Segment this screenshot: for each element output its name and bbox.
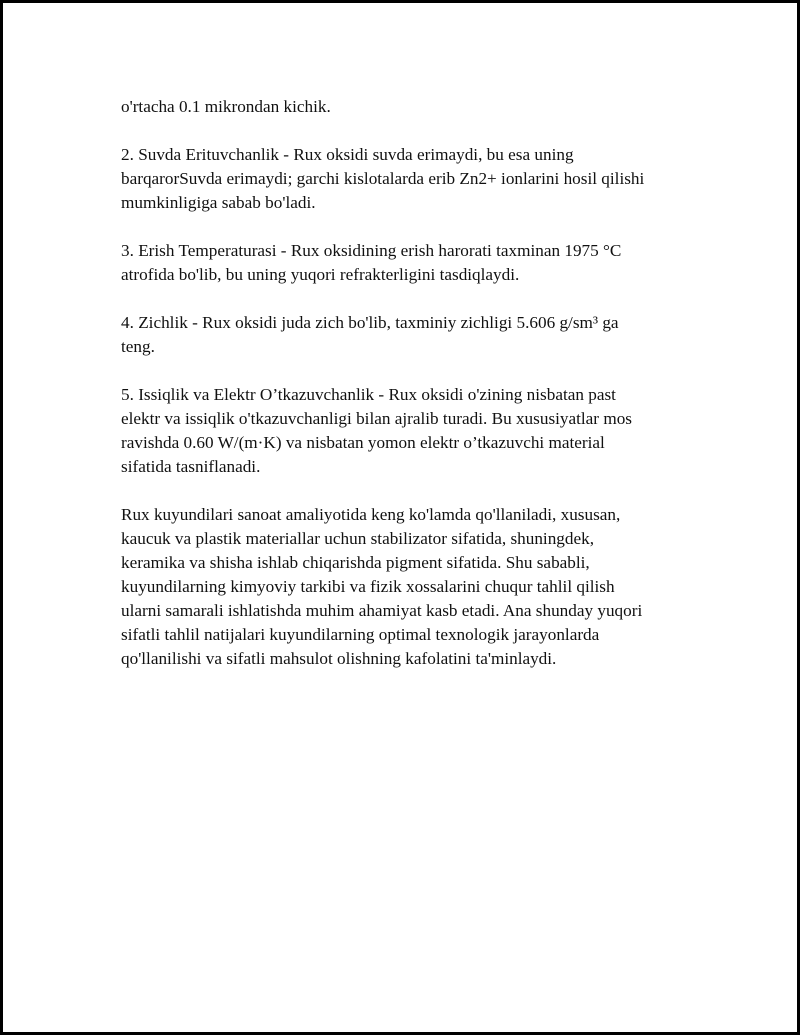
- paragraph-conductivity: 5. Issiqlik va Elektr O’tkazuvchanlik - Rux oksidi o'zining nisbatan past elektr va issiqlik o'tkazuvchanligi bilan ajralib turadi. Bu xususiyatlar mos ravishda 0.60 W/(m·K) va nisbatan yomon elektr o’tkazuvchi material sifatida tasniflanadi.: [121, 385, 632, 476]
- paragraph-melting-temperature: 3. Erish Temperaturasi - Rux oksidining erish harorati taxminan 1975 °C atrofida bo'lib, bu uning yuqori refrakterligini tasdiqlaydi.: [121, 241, 622, 284]
- paragraph-particle-size: o'rtacha 0.1 mikrondan kichik.: [121, 97, 331, 116]
- paragraph-density: 4. Zichlik - Rux oksidi juda zich bo'lib, taxminiy zichligi 5.606 g/sm³ ga teng.: [121, 313, 619, 356]
- paragraph-industrial-use: Rux kuyundilari sanoat amaliyotida keng ko'lamda qo'llaniladi, xususan, kaucuk va plastik materiallar uchun stabilizator sifatida, shuningdek, keramika va shisha ishlab chiqarishda pigment sifatida. Shu sababli, kuyundilarning kimyoviy tarkibi va fizik xossalarini chuqur tahlil qilish ularni samarali ishlatishda muhim ahamiyat kasb etadi. Ana shunday yuqori sifatli tahlil natijalari kuyundilarning optimal texnologik jarayonlarda qo'llanilishi va sifatli mahsulot olishning kafolatini ta'minlaydi.: [121, 505, 643, 668]
- paragraph-water-solubility: 2. Suvda Erituvchanlik - Rux oksidi suvda erimaydi, bu esa uning barqarorSuvda erimaydi; garchi kislotalarda erib Zn2+ ionlarini hosil qilishi mumkinligiga sabab bo'ladi.: [121, 145, 645, 212]
- document-body: [121, 95, 701, 695]
